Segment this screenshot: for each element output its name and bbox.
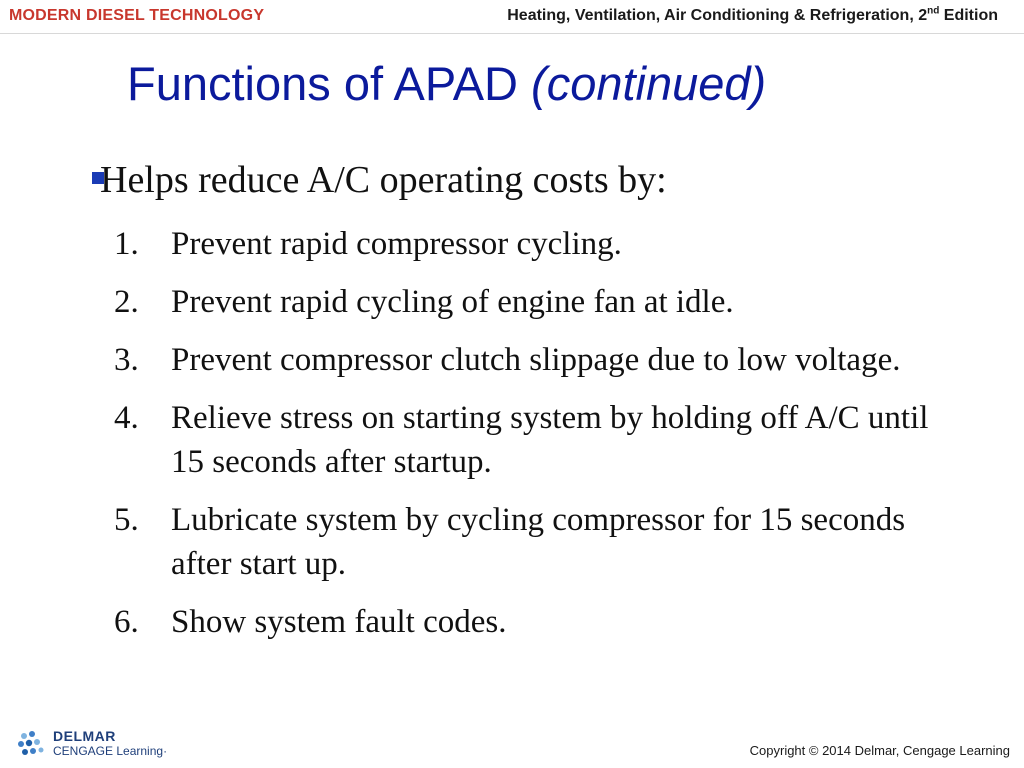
list-item	[114, 498, 944, 586]
series-title: MODERN DIESEL TECHNOLOGY	[9, 7, 265, 24]
edition-superscript: nd	[927, 5, 940, 17]
list-item-text: Prevent compressor clutch slippage due to low voltage.	[171, 342, 901, 378]
logo-trademark: ·	[163, 744, 168, 758]
book-title-text: Heating, Ventilation, Air Conditioning & Refrigeration, 2	[507, 7, 928, 24]
logo-dots-icon	[16, 730, 50, 760]
list-item	[114, 600, 944, 644]
book-title	[507, 7, 998, 25]
list-item-text: Show system fault codes.	[171, 604, 507, 640]
list-item-text: Prevent rapid compressor cycling.	[171, 226, 622, 262]
list-item-number: 5.	[114, 502, 139, 538]
list-item-number: 6.	[114, 604, 139, 640]
slide-title	[127, 58, 766, 110]
numbered-list	[114, 222, 944, 658]
logo-cengage-label: CENGAGE Learning	[53, 744, 164, 758]
list-item-text: Relieve stress on starting system by holding off A/C until 15 seconds after startup.	[171, 400, 929, 480]
header-divider	[0, 33, 1024, 34]
list-item	[114, 222, 944, 266]
list-item-number: 3.	[114, 342, 139, 378]
logo-cengage-text	[53, 744, 167, 758]
list-item-number: 2.	[114, 284, 139, 320]
slide-title-continued: (continued)	[531, 57, 767, 110]
list-item-number: 4.	[114, 400, 139, 436]
main-bullet-text: Helps reduce A/C operating costs by:	[100, 159, 667, 201]
list-item	[114, 280, 944, 324]
list-item	[114, 338, 944, 382]
list-item-number: 1.	[114, 226, 139, 262]
list-item-text: Lubricate system by cycling compressor for 15 seconds after start up.	[171, 502, 906, 582]
delmar-cengage-logo	[16, 728, 186, 762]
list-item-text: Prevent rapid cycling of engine fan at idle.	[171, 284, 734, 320]
list-item	[114, 396, 944, 484]
logo-delmar-text: DELMAR	[53, 728, 116, 744]
edition-word: Edition	[939, 7, 998, 24]
slide-title-main: Functions of APAD	[127, 57, 532, 110]
copyright-notice: Copyright © 2014 Delmar, Cengage Learning	[749, 743, 1010, 758]
